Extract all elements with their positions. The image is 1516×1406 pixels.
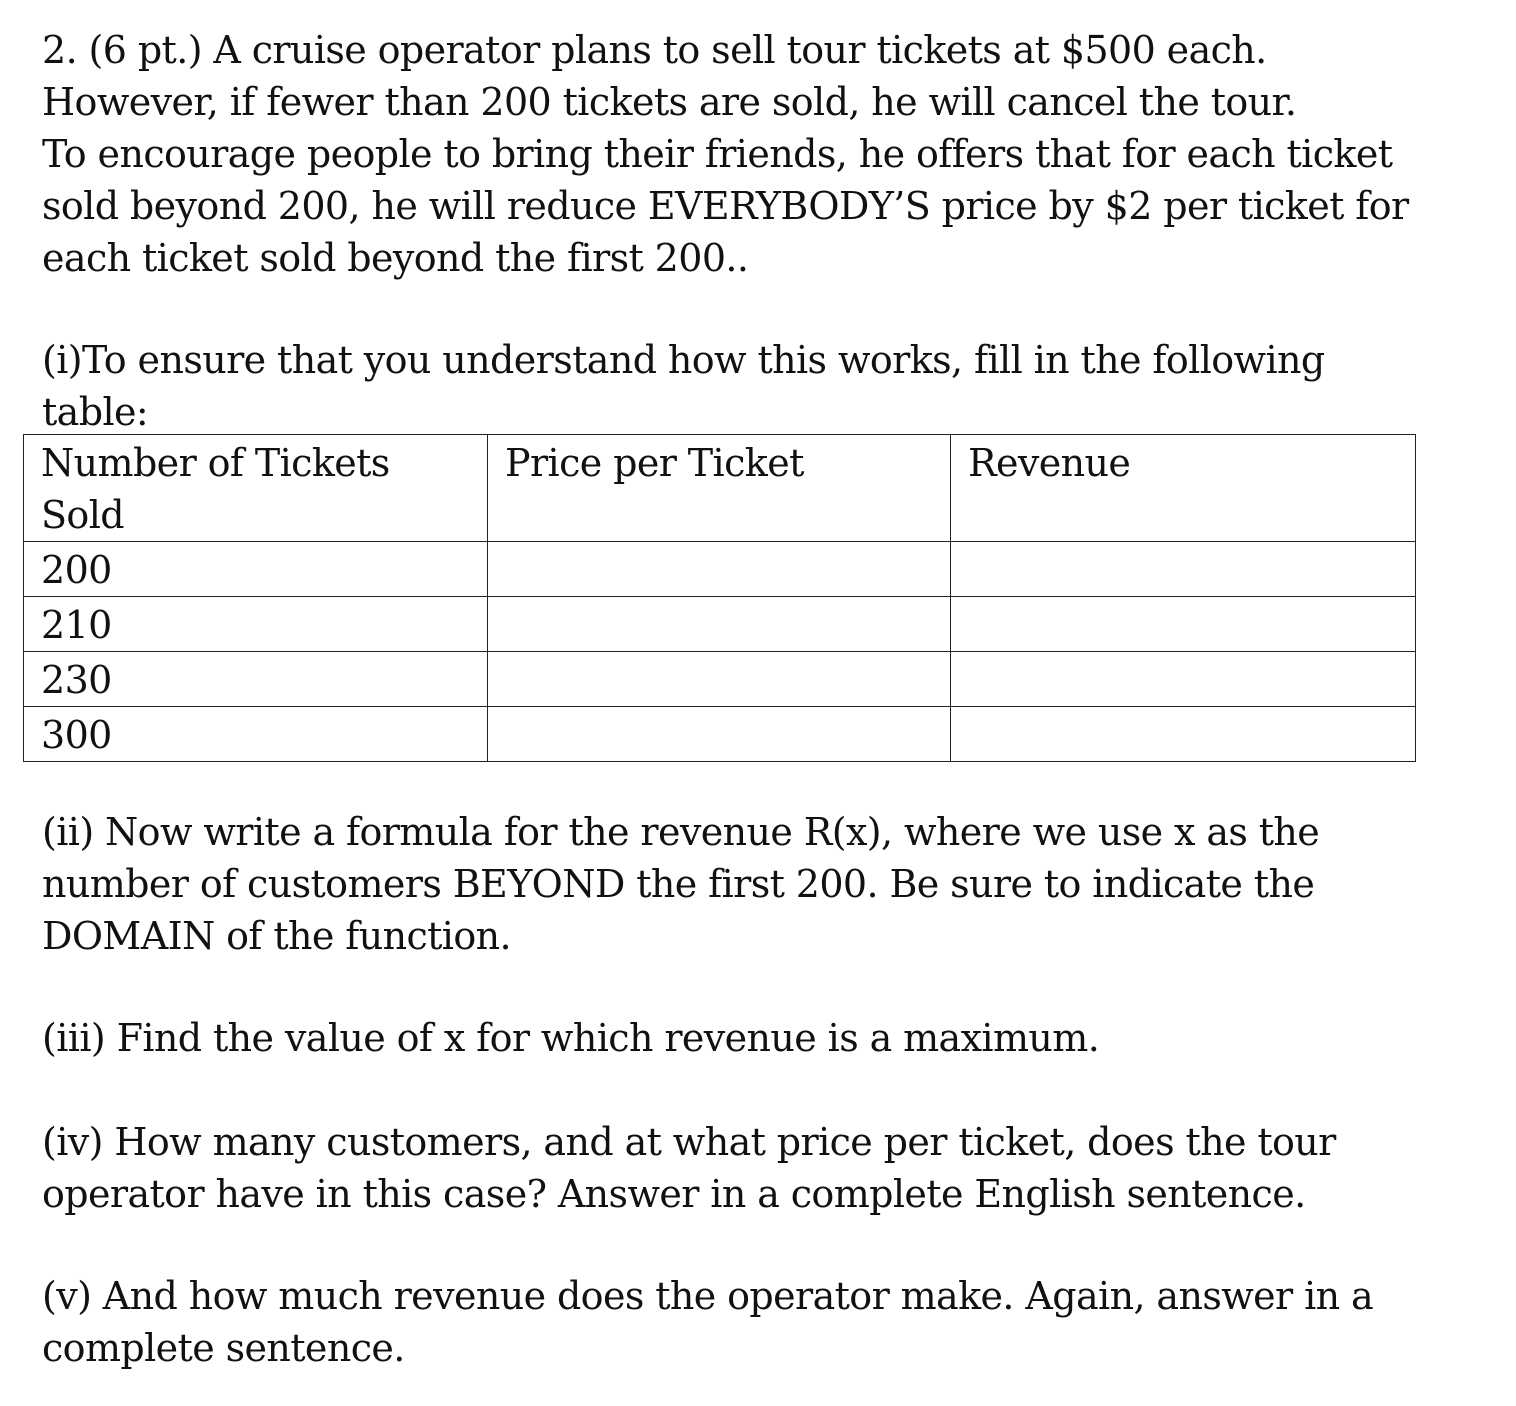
part-ii-line-3: DOMAIN of the function. [42, 914, 511, 958]
tickets-cell: 200 [24, 542, 488, 597]
part-iv-line-1: (iv) How many customers, and at what price per ticket, does the tour [42, 1120, 1336, 1164]
problem-line-5: each ticket sold beyond the first 200.. [42, 236, 749, 280]
header-price-per-ticket: Price per Ticket [488, 435, 951, 542]
header-number-of-tickets-sold: Number of Tickets Sold [24, 435, 488, 542]
problem-line-1: 2. (6 pt.) A cruise operator plans to sell tour tickets at $500 each. [42, 28, 1267, 72]
price-cell[interactable] [488, 652, 951, 707]
table-row [24, 542, 1416, 597]
revenue-cell[interactable] [951, 652, 1416, 707]
revenue-cell[interactable] [951, 707, 1416, 762]
problem-line-3: To encourage people to bring their friends, he offers that for each ticket [42, 132, 1393, 176]
header-revenue: Revenue [951, 435, 1416, 542]
revenue-cell[interactable] [951, 597, 1416, 652]
part-ii-line-1: (ii) Now write a formula for the revenue R(x), where we use x as the [42, 810, 1320, 854]
revenue-cell[interactable] [951, 542, 1416, 597]
part-v-line-1: (v) And how much revenue does the operator make. Again, answer in a [42, 1274, 1374, 1318]
tickets-cell: 230 [24, 652, 488, 707]
part-i-line-1: (i)To ensure that you understand how this works, fill in the following [42, 338, 1325, 382]
table-row [24, 652, 1416, 707]
part-i-line-2: table: [42, 390, 149, 434]
price-cell[interactable] [488, 707, 951, 762]
part-iii-line-1: (iii) Find the value of x for which revenue is a maximum. [42, 1016, 1100, 1060]
problem-line-2: However, if fewer than 200 tickets are sold, he will cancel the tour. [42, 80, 1297, 124]
price-cell[interactable] [488, 542, 951, 597]
part-ii-line-2: number of customers BEYOND the first 200. Be sure to indicate the [42, 862, 1315, 906]
table-row [24, 597, 1416, 652]
tickets-cell: 300 [24, 707, 488, 762]
ticket-table [23, 434, 1416, 762]
part-v-line-2: complete sentence. [42, 1326, 405, 1370]
table-header-row [24, 435, 1416, 542]
table-row [24, 707, 1416, 762]
tickets-cell: 210 [24, 597, 488, 652]
problem-line-4: sold beyond 200, he will reduce EVERYBODY’S price by $2 per ticket for [42, 184, 1409, 228]
part-iv-line-2: operator have in this case? Answer in a complete English sentence. [42, 1172, 1306, 1216]
price-cell[interactable] [488, 597, 951, 652]
